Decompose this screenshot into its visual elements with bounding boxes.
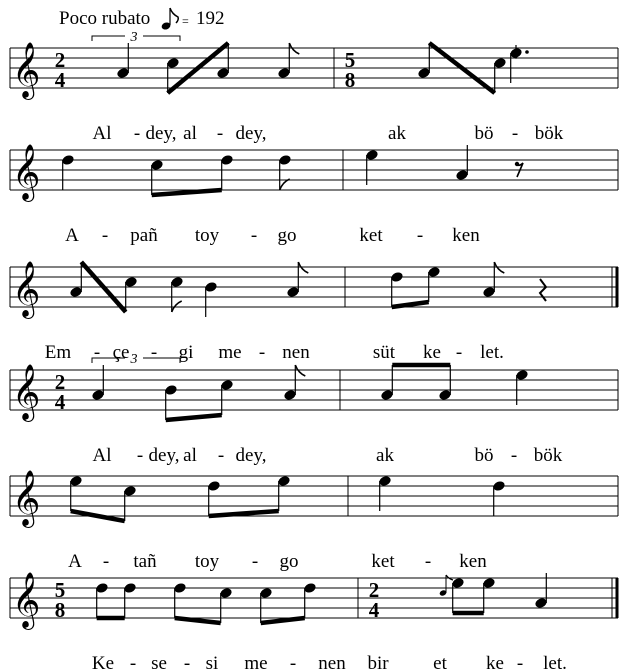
time-signature-bottom: 4 [54,68,66,92]
lyric-syllable: dey, [235,445,267,466]
lyric-syllable: ken [459,551,487,572]
lyric-syllable: - [510,445,518,466]
lyric-syllable: - [511,123,519,144]
note-beam [261,618,305,623]
lyric-syllable: ket [371,551,395,572]
lyric-syllable: bök [533,445,563,466]
note-beam [392,302,429,307]
lyric-syllable: - [250,225,258,246]
lyric-syllable: toy [194,551,220,572]
lyric-syllable: ken [452,225,480,246]
time-signature-bottom: 8 [54,598,66,622]
lyric-syllable: ak [388,123,406,144]
lyric-syllable: - [251,551,259,572]
lyric-syllable: Ke [91,653,115,671]
lyric-syllable: dey, [145,123,177,144]
tempo-equals-sign: = [182,14,189,28]
lyric-syllable: go [279,551,299,572]
tempo-note-flag [170,8,178,23]
treble-clef-icon: 𝄞 [12,261,41,317]
lyric-syllable: Em [44,342,72,363]
lyric-syllable: me [244,653,268,671]
lyric-syllable: gi [178,342,194,363]
lyric-syllable: bö [474,123,494,144]
treble-clef-icon: 𝄞 [12,144,41,200]
lyric-syllable: al [183,123,197,144]
lyric-syllable: bö [474,445,494,466]
lyric-syllable: çe [112,342,130,363]
lyric-syllable: süt [372,342,396,363]
lyric-syllable: ket [359,225,383,246]
lyric-syllable: A [65,225,79,246]
lyric-syllable: - [289,653,297,671]
lyric-syllable: Al [92,445,112,466]
lyric-syllable: ke [423,342,441,363]
quarter-rest-icon [540,279,546,301]
treble-clef-icon: 𝄞 [12,470,41,526]
time-signature-bottom: 4 [368,598,380,622]
lyric-syllable: - [102,551,110,572]
lyric-syllable: nen [318,653,346,671]
lyric-syllable: al [183,445,197,466]
lyric-syllable: pañ [130,225,158,246]
eighth-flag [280,179,290,190]
lyric-syllable: si [205,653,219,671]
augmentation-dot [525,50,529,54]
lyric-syllable: A [68,551,82,572]
lyric-syllable: nen [282,342,310,363]
lyric-syllable: ak [376,445,394,466]
lyric-syllable: - [416,225,424,246]
note-beam [209,511,279,516]
tuplet-number: 3 [130,352,138,367]
lyric-syllable: et [433,653,447,671]
lyric-syllable: - [150,342,158,363]
lyric-syllable: se [151,653,167,671]
lyric-syllable: - [183,653,191,671]
lyric-syllable: me [218,342,242,363]
note-beam [152,190,222,195]
lyric-syllable: - [93,342,101,363]
time-signature-top: 5 [344,48,356,72]
lyric-syllable: - [455,342,463,363]
lyric-syllable: - [129,653,137,671]
time-signature-bottom: 8 [344,68,356,92]
lyric-syllable: - [216,123,224,144]
lyric-syllable: toy [194,225,220,246]
tempo-bpm: 192 [196,8,225,29]
note-beam [175,618,221,623]
lyric-syllable: Al [92,123,112,144]
lyric-syllable: dey, [235,123,267,144]
lyric-syllable: tañ [133,551,157,572]
lyric-syllable: go [277,225,297,246]
lyric-syllable: - [133,123,141,144]
treble-clef-icon: 𝄞 [12,42,41,98]
lyric-syllable: ke [486,653,504,671]
time-signature-top: 2 [54,48,66,72]
lyric-syllable: dey, [148,445,180,466]
eighth-rest-dot [515,162,519,166]
lyric-syllable: - [258,342,266,363]
time-signature-top: 2 [368,578,380,602]
time-signature-top: 2 [54,370,66,394]
tempo-marking: Poco rubato [59,8,151,29]
lyric-syllable: bök [534,123,564,144]
lyric-syllable: - [101,225,109,246]
lyric-syllable: let. [480,342,504,363]
lyric-syllable: bir [367,653,389,671]
lyric-syllable: - [516,653,524,671]
lyric-syllable: - [217,445,225,466]
note-beam [166,415,222,420]
lyric-syllable: - [424,551,432,572]
treble-clef-icon: 𝄞 [12,364,41,420]
time-signature-bottom: 4 [54,390,66,414]
lyric-syllable: - [136,445,144,466]
lyric-syllable: let. [543,653,567,671]
tuplet-number: 3 [130,30,138,45]
time-signature-top: 5 [54,578,66,602]
treble-clef-icon: 𝄞 [12,572,41,628]
